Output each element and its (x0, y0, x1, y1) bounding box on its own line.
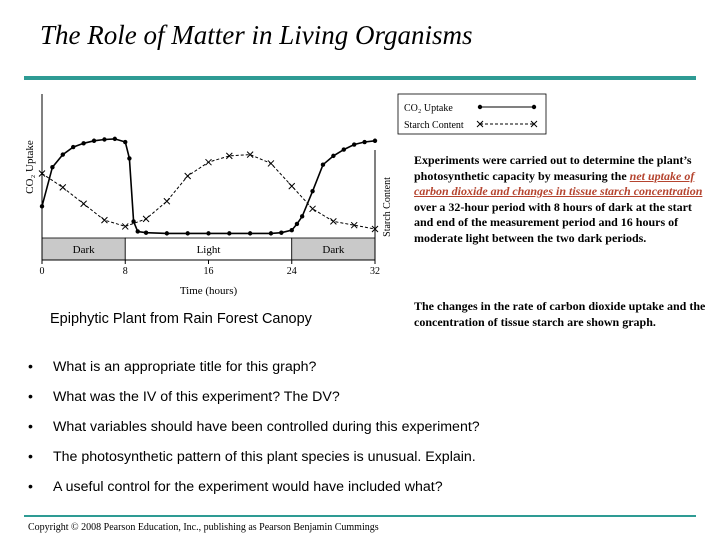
question-text: The photosynthetic pattern of this plant species is unusual. Explain. (53, 449, 476, 465)
co2-point (92, 139, 96, 143)
legend-label: CO₂ Uptake (404, 103, 453, 114)
photo-caption: Epiphytic Plant from Rain Forest Canopy (50, 311, 312, 327)
co2-point (269, 231, 273, 235)
x-tick-label: 8 (122, 266, 128, 277)
period-label: Light (196, 244, 221, 256)
y-axis-title-left: CO₂ Uptake (24, 140, 36, 194)
question-item (28, 382, 480, 412)
starch-point (81, 201, 87, 207)
question-text: What was the IV of this experiment? The DV? (53, 389, 340, 405)
starch-point (185, 173, 191, 179)
co2-point (206, 231, 210, 235)
x-tick-label: 16 (203, 266, 214, 277)
starch-point (60, 184, 66, 190)
x-axis-title: Time (hours) (179, 285, 238, 297)
co2-point (144, 231, 148, 235)
question-item (28, 352, 480, 382)
description-text-end: over a 32-hour period with 8 hours of dark at the start and end of the measurement period and 16 hours of moderate light between the two dark periods. (414, 199, 692, 245)
co2-point (61, 152, 65, 156)
co2-point (71, 145, 75, 149)
question-text: What is an appropriate title for this graph? (53, 359, 317, 375)
x-tick-label: 0 (39, 266, 45, 277)
co2-point (321, 163, 325, 167)
y-axis-title-right: Starch Content (382, 177, 393, 237)
bullet-icon: • (28, 449, 33, 465)
co2-point (331, 154, 335, 158)
series-line-1 (42, 155, 375, 229)
co2-point (185, 231, 189, 235)
starch-point (101, 217, 107, 223)
starch-point (268, 160, 274, 166)
question-item (28, 412, 480, 442)
starch-point (143, 216, 149, 222)
bullet-icon: • (28, 389, 33, 405)
slide-title: The Role of Matter in Living Organisms (40, 20, 473, 50)
starch-point (310, 206, 316, 212)
footer-divider (24, 515, 696, 517)
co2-point (127, 156, 131, 160)
co2-point (40, 204, 44, 208)
co2-point (227, 231, 231, 235)
starch-point (206, 159, 212, 165)
starch-point (289, 183, 295, 189)
co2-point (165, 231, 169, 235)
co2-point (290, 228, 294, 232)
co2-point (362, 140, 366, 144)
co2-point (248, 231, 252, 235)
question-item (28, 442, 480, 472)
co2-point (50, 165, 54, 169)
starch-point (164, 198, 170, 204)
x-tick-label: 24 (286, 266, 297, 277)
question-text: A useful control for the experiment would have included what? (53, 479, 443, 495)
graph-description: The changes in the rate of carbon dioxide uptake and the concentration of tissue starch are shown graph. (414, 299, 706, 329)
legend-label: Starch Content (404, 120, 464, 131)
starch-point (122, 223, 128, 229)
question-list (28, 352, 480, 502)
starch-point (330, 218, 336, 224)
co2-point (81, 141, 85, 145)
bullet-icon: • (28, 359, 33, 375)
description-text-start: Experiments were carried out to determine the plant’s photosynthetic capacity by measuring the (414, 153, 692, 183)
question-text: What variables should have been controlled during this experiment? (53, 419, 480, 435)
legend-marker (532, 105, 536, 109)
bullet-icon: • (28, 419, 33, 435)
co2-point (352, 142, 356, 146)
copyright-footer: Copyright © 2008 Pearson Education, Inc., publishing as Pearson Benjamin Cummings (28, 522, 379, 533)
co2-point (295, 222, 299, 226)
co2-point (300, 214, 304, 218)
bullet-icon: • (28, 479, 33, 495)
co2-point (279, 231, 283, 235)
series-line-0 (42, 139, 375, 234)
co2-point (373, 139, 377, 143)
description-highlight: net uptake of carbon dioxide and changes in tissue starch concentration (414, 168, 703, 198)
experiment-description (414, 153, 710, 246)
legend-marker (478, 105, 482, 109)
x-tick-label: 32 (370, 266, 380, 277)
co2-point (136, 229, 140, 233)
period-label: Dark (322, 244, 345, 256)
co2-point (102, 137, 106, 141)
co2-point (113, 137, 117, 141)
co2-point (310, 189, 314, 193)
question-item (28, 472, 480, 502)
title-divider (24, 76, 696, 80)
period-label: Dark (72, 244, 95, 256)
co2-point (123, 140, 127, 144)
co2-point (342, 147, 346, 151)
